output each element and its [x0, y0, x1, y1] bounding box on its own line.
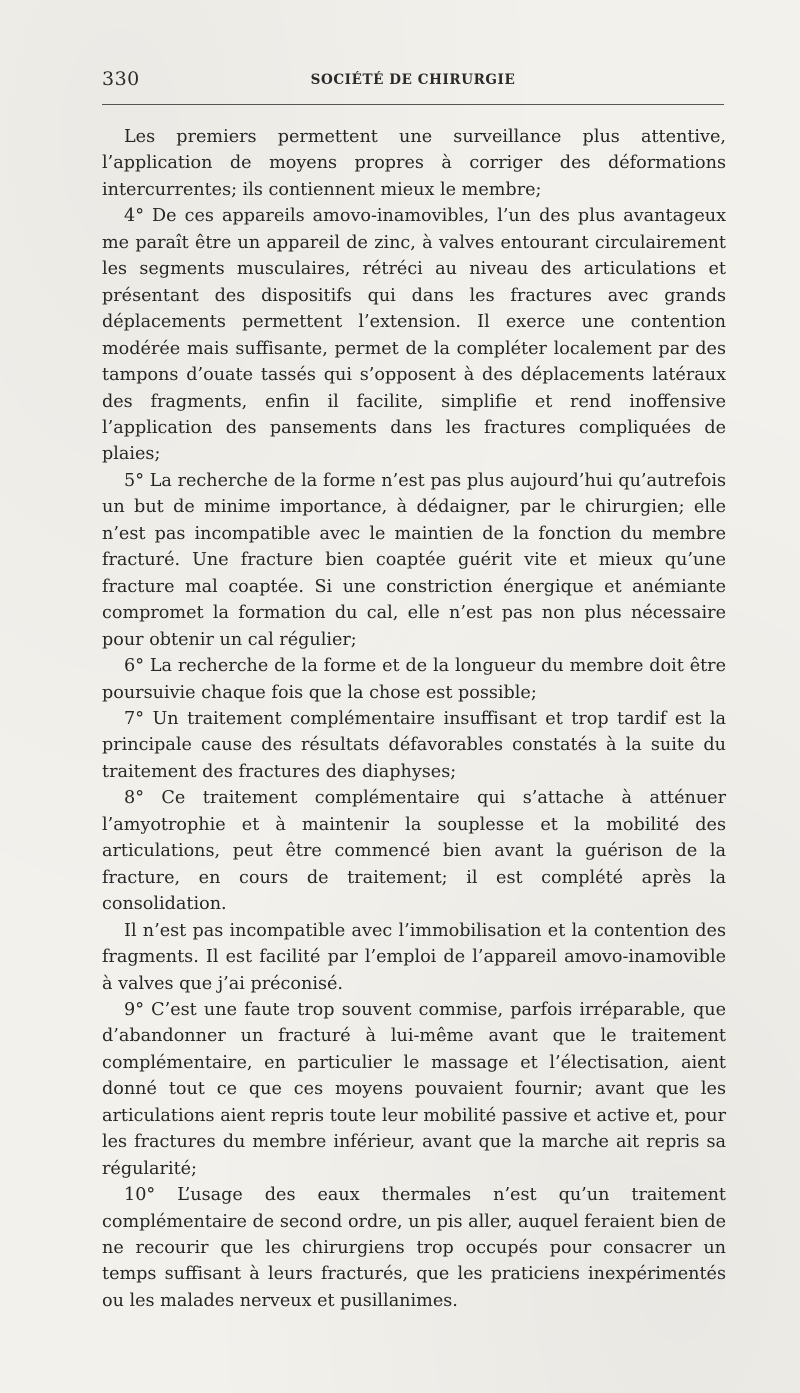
paragraph-point-8: 8° Ce traitement complémentaire qui s’attache à atténuer l’amyotrophie et à maintenir la souplesse et la mobilité des articulations, peut être commencé bien avant la guérison de la fracture, en cours de traitement; il est complété après la consolidation. — [102, 788, 726, 915]
running-head — [102, 68, 724, 94]
paragraph-point-7: 7° Un traitement complémentaire insuffisant et trop tardif est la principale cause des résultats défavorables constatés à la suite du traitement des fractures des diaphyses; — [102, 708, 726, 782]
page-number: 330 — [102, 68, 140, 90]
journal-title: SOCIÉTÉ DE CHIRURGIE — [310, 72, 516, 88]
header-rule — [102, 104, 724, 105]
paragraph-point-8-continued: Il n’est pas incompatible avec l’immobilisation et la contention des fragments. Il est facilité par l’emploi de l’appareil amovo-inamovible à valves que j’ai préconisé. — [102, 920, 726, 994]
paragraph-point-9: 9° C’est une faute trop souvent commise, parfois irréparable, que d’abandonner un fracturé à lui-même avant que le traitement complémentaire, en particulier le massage et l’électisation, aient donné tout ce que ces moyens pouvaient fournir; avant que les articulations aient repris toute leur mobilité passive et active et, pour les fractures du membre inférieur, avant que la marche ait repris sa régularité; — [102, 999, 726, 1179]
paragraph-point-6: 6° La recherche de la forme et de la longueur du membre doit être poursuivie chaque fois que la chose est possible; — [102, 656, 726, 703]
body-text — [102, 124, 726, 1314]
paragraph-point-4: 4° De ces appareils amovo-inamovibles, l’un des plus avantageux me paraît être un appareil de zinc, à valves entourant circulairement les segments musculaires, rétréci au niveau des articulations et présentant des dispositifs qui dans les fractures avec grands déplacements permettent l’extension. Il exerce une contention modérée mais suffisante, permet de la compléter localement par des tampons d’ouate tassés qui s’opposent à des déplacements latéraux des fragments, enfin il facilite, simplifie et rend inoffensive l’application des pansements dans les fractures compliquées de plaies; — [102, 206, 726, 465]
paragraph-point-10: 10° L’usage des eaux thermales n’est qu’un traitement complémentaire de second ordre, un pis aller, auquel feraient bien de ne recourir que les chirurgiens trop occupés pour consacrer un temps suffisant à leurs fracturés, que les praticiens inexpérimentés ou les malades nerveux et pusillanimes. — [102, 1185, 726, 1311]
paragraph-intro: Les premiers permettent une surveillance plus attentive, l’application de moyens propres à corriger des déformations intercurrentes; ils contiennent mieux le membre; — [102, 127, 726, 200]
paragraph-point-5: 5° La recherche de la forme n’est pas plus aujourd’hui qu’autrefois un but de minime importance, à dédaigner, par le chirurgien; elle n’est pas incompatible avec le maintien de la fonction du membre fracturé. Une fracture bien coaptée guérit vite et mieux qu’une fracture mal coaptée. Si une constriction énergique et anémiante compromet la formation du cal, elle n’est pas non plus nécessaire pour obtenir un cal régulier; — [102, 470, 726, 650]
